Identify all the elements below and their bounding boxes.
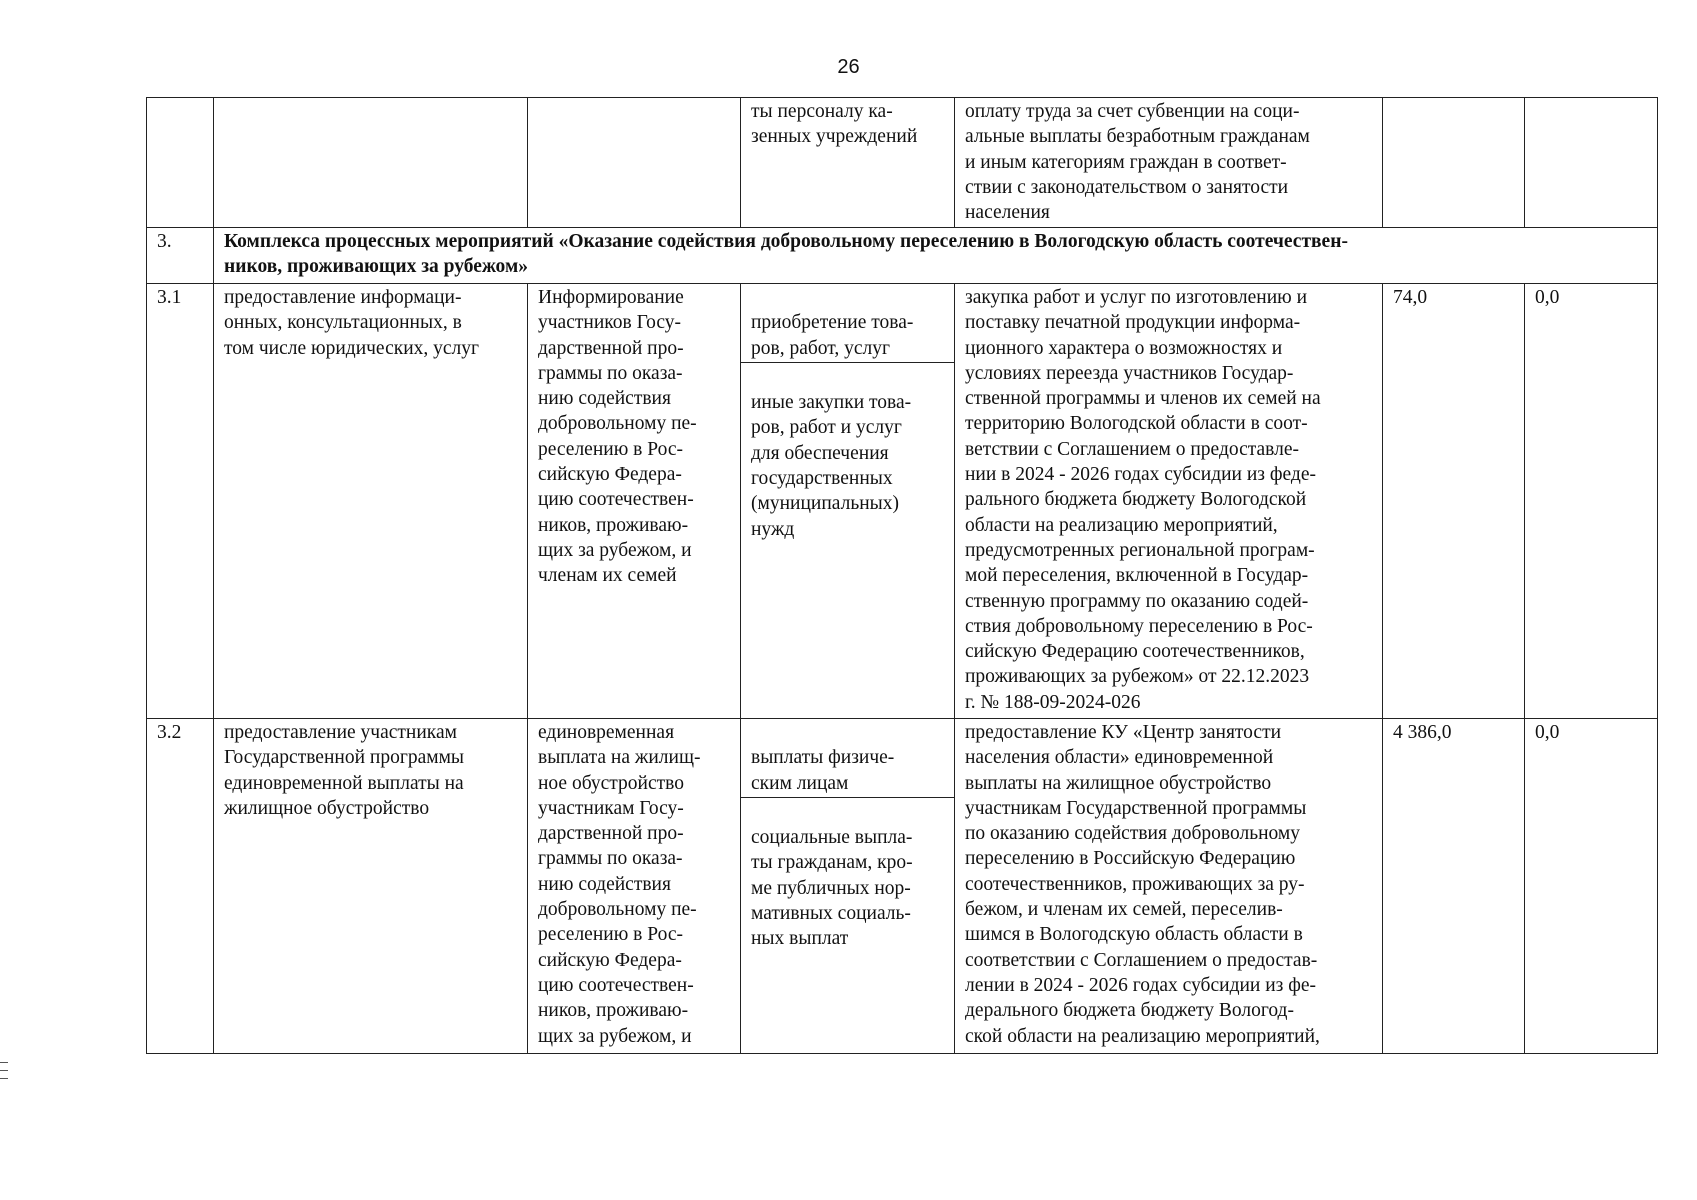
cell-result: единовременная выплата на жилищ- ное обустройство участникам Госу- дарственной про- граммы по оказа- нию содействия добровольному пе- реселению в Рос- сийскую Федера- цию соотечествен- ников, проживаю- щих за рубежом, и (528, 719, 741, 1054)
table-row-3-1 (147, 284, 1658, 719)
section-title: Комплекса процессных мероприятий «Оказание содействия добровольному переселению в Вологодскую область соотечествен- ников, проживающих за рубежом» (214, 228, 1658, 284)
cell-value-1: 4 386,0 (1383, 719, 1525, 1054)
cell-number (147, 98, 214, 228)
table-row-continuation (147, 98, 1658, 228)
cell-description: оплату труда за счет субвенции на соци- альные выплаты безработным гражданам и иным категориям граждан в соответ- ствии с законодательством о занятости населения (955, 98, 1383, 228)
cell-value-2: 0,0 (1525, 284, 1658, 719)
cell-number: 3.1 (147, 284, 214, 719)
expense-type-primary: выплаты физиче- ским лицам (741, 745, 954, 798)
cell-result (528, 98, 741, 228)
cell-description: предоставление КУ «Центр занятости населения области» единовременной выплаты на жилищное обустройство участникам Государственной программы по оказанию содействия добровольному переселению в Российскую Федерацию соотечественников, проживающих за ру- бежом, и членам их семей, переселив- шимся в Вологодскую область области в соответствии с Соглашением о предостав- лении в 2024 - 2026 годах субсидии из фе- дерального бюджета бюджету Вологод- ской области на реализацию мероприятий, (955, 719, 1383, 1054)
cell-value-2 (1525, 98, 1658, 228)
cell-value-1: 74,0 (1383, 284, 1525, 719)
page-number: 26 (837, 56, 860, 78)
cell-number: 3.2 (147, 719, 214, 1054)
cell-expense-type (741, 284, 955, 719)
cell-value-2: 0,0 (1525, 719, 1658, 1054)
scan-edge-marks (0, 1062, 8, 1088)
expense-type-primary: приобретение това- ров, работ, услуг (741, 310, 954, 363)
cell-expense-type (741, 719, 955, 1054)
cell-result: Информирование участников Госу- дарственной про- граммы по оказа- нию содействия добровольному пе- реселению в Рос- сийскую Федера- цию соотечествен- ников, проживаю- щих за рубежом, и членам их семей (528, 284, 741, 719)
section-number: 3. (147, 228, 214, 284)
cell-name: предоставление участникам Государственной программы единовременной выплаты на жилищное обустройство (214, 719, 528, 1054)
cell-name: предоставление информаци- онных, консультационных, в том числе юридических, услуг (214, 284, 528, 719)
cell-name (214, 98, 528, 228)
cell-value-1 (1383, 98, 1525, 228)
cell-description: закупка работ и услуг по изготовлению и поставку печатной продукции информа- ционного характера о возможностях и условиях переезда участников Государ- ственной программы и членов их семей на территорию Вологодской области в соот- ветствии с Соглашением о предоставле- нии в 2024 - 2026 годах субсидии из феде- рального бюджета бюджету Вологодской области на реализацию мероприятий, предусмотренных региональной програм- мой переселения, включенной в Государ- ственную программу по оказанию содей- ствия добровольному переселению в Рос- сийскую Федерацию соотечественников, проживающих за рубежом» от 22.12.2023 г. № 188-09-2024-026 (955, 284, 1383, 719)
cell-expense-type: ты персоналу ка- зенных учреждений (741, 98, 955, 228)
table-row-3-2 (147, 719, 1658, 1054)
expense-type-secondary: иные закупки това- ров, работ и услуг для обеспечения государственных (муниципальных) нужд (751, 392, 912, 540)
table-row-section (147, 228, 1658, 284)
expense-type-secondary: социальные выпла- ты гражданам, кро- ме публичных нор- мативных социаль- ных выплат (751, 827, 913, 950)
budget-table (146, 97, 1658, 1054)
